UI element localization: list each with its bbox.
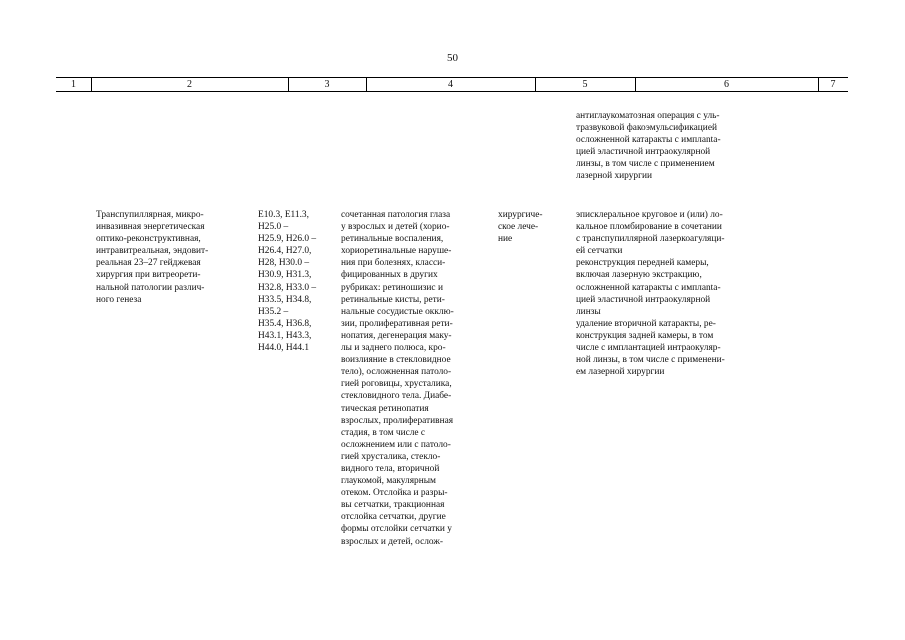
text-line: H35.4, H36.8, xyxy=(258,318,312,329)
text-line: ного генеза xyxy=(96,294,142,305)
text-line: удаление вторичной катаракты, ре- xyxy=(576,318,716,329)
text-line: кальное пломбирование в сочетании xyxy=(576,222,722,233)
text-line: ское лече- xyxy=(498,222,539,233)
text-line: у взрослых и детей (хорио- xyxy=(341,222,450,233)
text-line: сочетанная патология глаза xyxy=(341,210,451,220)
text-line: тразвуковой факоэмульсификацией xyxy=(576,123,718,134)
text-line: H30.9, H31.3, xyxy=(258,270,312,281)
header-col-3: 3 xyxy=(324,79,330,90)
header-divider xyxy=(366,77,367,91)
text-line: H43.1, H43.3, xyxy=(258,330,312,341)
text-line: цией эластичной интраокулярной xyxy=(576,147,711,158)
text-line: осложненной катаракты с имплanta- xyxy=(576,135,721,146)
text-line: ем лазерной хирургии xyxy=(576,367,665,378)
text-line: линзы, в том числе с применением xyxy=(576,159,715,170)
text-line: гией хрусталика, стекло- xyxy=(341,451,441,462)
header-col-5: 5 xyxy=(582,79,588,90)
header-divider xyxy=(535,77,536,91)
text-line: числе с имплантацией интраокуляр- xyxy=(576,343,721,354)
text-line: хирургиче- xyxy=(498,210,543,220)
text-line: осложнением или с патоло- xyxy=(341,439,451,450)
header-divider xyxy=(635,77,636,91)
text-line: глаукомой, макулярным xyxy=(341,476,436,487)
text-line: с транспупиллярной лазеркоагуляци- xyxy=(576,234,725,245)
text-line: тело), осложненная патоло- xyxy=(341,367,452,378)
text-line: цией эластичной интраокулярной xyxy=(576,294,711,305)
text-line: эписклеральное круговое и (или) ло- xyxy=(576,210,723,220)
col4-diagnosis xyxy=(341,209,487,548)
header-col-2: 2 xyxy=(187,79,192,90)
text-line: ей сетчатки xyxy=(576,246,623,257)
text-line: ретинальные воспаления, xyxy=(341,234,444,245)
text-line: стекловидного тела. Диабе- xyxy=(341,391,452,402)
text-line: оптико-реконструктивная, xyxy=(96,234,201,245)
text-line: линзы xyxy=(576,306,601,317)
text-line: H25.0 – xyxy=(258,222,289,233)
text-line: фицированных в других xyxy=(341,270,438,281)
text-line: хирургия при витреорети- xyxy=(96,270,201,281)
header-col-1: 1 xyxy=(71,79,76,90)
text-line: отеком. Отслойка и разры- xyxy=(341,488,448,499)
text-line: ретинальные кисты, рети- xyxy=(341,294,445,305)
text-line: нальные сосудистые окклю- xyxy=(341,306,454,317)
text-line: стадия, в том числе с xyxy=(341,427,426,438)
text-line: H26.4, H27.0, xyxy=(258,246,312,257)
header-col-4: 4 xyxy=(448,79,453,90)
page-number: 50 xyxy=(447,52,458,64)
text-line: гией роговицы, хрусталика, xyxy=(341,379,452,390)
text-line: тическая ретинопатия xyxy=(341,403,429,414)
text-line: отслойка сетчатки, другие xyxy=(341,512,446,523)
text-line: интравитреальная, эндовит- xyxy=(96,246,209,257)
text-line: ние xyxy=(498,234,513,245)
text-line: Транспупиллярная, микро- xyxy=(96,210,204,220)
text-line: видного тела, вторичной xyxy=(341,463,440,474)
text-line: E10.3, E11.3, xyxy=(258,210,309,220)
text-line: H33.5, H34.8, xyxy=(258,294,312,305)
text-line: H35.2 – xyxy=(258,306,289,317)
col5-treatment-type xyxy=(498,209,564,245)
text-line: включая лазерную экстракцию, xyxy=(576,270,702,281)
text-line: нопатия, дегенерация маку- xyxy=(341,330,452,341)
text-line: воизлияние в стекловидное xyxy=(341,355,451,366)
text-line: формы отслойки сетчатки у xyxy=(341,524,452,535)
text-line: H32.8, H33.0 – xyxy=(258,282,317,293)
text-line: рубриках: ретиношизис и xyxy=(341,282,443,293)
header-divider xyxy=(288,77,289,91)
text-line: вы сетчатки, тракционная xyxy=(341,500,445,511)
col2-intervention-name xyxy=(96,209,218,306)
text-line: взрослых и детей, ослож- xyxy=(341,536,443,547)
text-line: зии, пролиферативная рети- xyxy=(341,318,453,329)
col6-treatment-method xyxy=(576,209,767,378)
text-line: нальной патологии различ- xyxy=(96,282,205,293)
text-line: лазерной хирургии xyxy=(576,171,652,182)
text-line: осложненной катаракты с имплanta- xyxy=(576,282,721,293)
text-line: взрослых, пролиферативная xyxy=(341,415,454,426)
header-divider xyxy=(91,77,92,91)
header-col-6: 6 xyxy=(724,79,729,90)
header-divider xyxy=(818,77,819,91)
text-line: инвазивная энергетическая xyxy=(96,222,205,233)
col6-continuation xyxy=(576,110,767,183)
text-line: H44.0, H44.1 xyxy=(258,343,310,354)
table-header-row xyxy=(56,77,848,92)
text-line: ния при болезнях, класси- xyxy=(341,258,446,269)
text-line: реконструкция передней камеры, xyxy=(576,258,709,269)
header-col-7: 7 xyxy=(830,79,836,90)
col3-icd-codes xyxy=(258,209,332,354)
text-line: конструкция задней камеры, в том xyxy=(576,330,714,341)
text-line: реальная 23–27 гейджевая xyxy=(96,258,201,269)
text-line: хориоретинальные наруше- xyxy=(341,246,452,257)
text-line: лы и заднего полюса, кро- xyxy=(341,343,446,354)
text-line: H25.9, H26.0 – xyxy=(258,234,317,245)
text-line: H28, H30.0 – xyxy=(258,258,310,269)
text-line: ной линзы, в том числе с применени- xyxy=(576,355,725,366)
text-line: антиглаукоматозная операция с уль- xyxy=(576,111,720,121)
